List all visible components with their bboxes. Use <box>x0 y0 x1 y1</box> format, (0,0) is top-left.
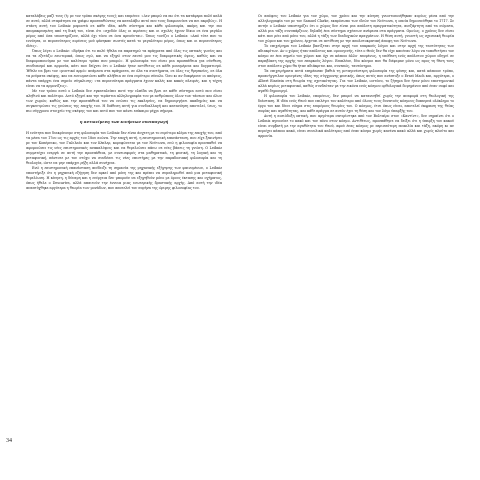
left-text-column <box>26 14 222 192</box>
body-paragraph: Οι απόψεις του Leibniz για τον χώρο, τον χρόνο και την κίνηση γνωστοποιήθηκαν κυρίως μέσα από την αλληλογραφία του με τον Samuel Clarke, εκπρόσωπο των ιδεών του Νεύτωνα, η οποία δημοσιεύθηκε το 1717. Σε αυτήν ο Leibniz υποστηρίζει ότι ο χώρος δεν είναι μια απόλυτη πραγματικότητα, ανεξάρτητη από τα σώματα, αλλά μια τάξη συνυπάρξεων, δηλαδή ένα σύστημα σχέσεων ανάμεσα στα πράγματα. Ομοίως, ο χρόνος δεν είναι κάτι που ρέει από μόνο του, αλλά η τάξη των διαδοχικών πραγμάτων. Η θέση αυτή, γνωστή ως σχεσιακή θεωρία του χώρου και του χρόνου, έρχεται σε αντίθεση με την απολυτοκρατική άποψη του Νεύτωνα. <box>258 14 454 44</box>
body-paragraph: Αυτή η αισιόδοξη οπτική, που αργότερα σατιρίστηκε από τον Βολταίρο στον «Καντίντ», δεν σημαίνει ότι ο Leibniz αγνοούσε το κακό και τον πόνο στον κόσμο. Αντιθέτως, προσπάθησε να δείξει ότι η ύπαρξη του κακού είναι συμβατή με την αγαθότητα του Θεού, αφού ένας κόσμος με περισσότερη ποικιλία και τάξη, ακόμη κι αν περιέχει κάποιο κακό, είναι συνολικά καλύτερος από έναν κόσμο χωρίς κανένα κακό αλλά και χωρίς πλούτο και αρμονία. <box>258 114 454 139</box>
body-paragraph: Το επιχείρημα του Leibniz βασίζεται στην αρχή του επαρκούς λόγου και στην αρχή της ταυτότητας των αδιακρίτων. Αν ο χώρος ήταν απόλυτος και ομοιογενής, τότε ο Θεός δεν θα είχε κανέναν λόγο να τοποθετήσει τον κόσμο σε ένα σημείο του χώρου και όχι σε κάποιο άλλο· επομένως, η υπόθεση ενός απόλυτου χώρου οδηγεί σε παραβίαση της αρχής του επαρκούς λόγου. Επιπλέον, δύο κόσμοι που θα διέφεραν μόνο ως προς τη θέση τους στον απόλυτο χώρο θα ήταν αδιάκριτοι και, συνεπώς, ταυτόσημοι. <box>258 44 454 69</box>
body-paragraph: Με τον τρόπο αυτό ο Leibniz δεν εγκαταλείπει ποτέ την ελπίδα να βρει σε κάθε σύστημα αυτό που είναι αληθινό και πολύτιμο. Αυτό εξηγεί και την τεράστια αλληλογραφία του με ανθρώπους όλων των τάσεων και όλων των χωρών, καθώς και την προσπάθειά του να ενώσει τις εκκλησίες, να δημιουργήσει ακαδημίες και να συγκεντρώσει τις γνώσεις της εποχής του. Η διάθεση αυτή για συνδιαλλαγή και κατανόηση αποτελεί, ίσως, το πιο σύγχρονο στοιχείο της σκέψης του και αυτό που τον κάνει επίκαιρο μέχρι σήμερα. <box>26 89 222 114</box>
page-number: 34 <box>6 438 12 444</box>
body-paragraph: Όπως λέγει ο Leibniz: «Βρήκα ότι το πολύ ήθελα να παρατηρώ τα πράγματα από όλες τις οπτικές γωνίες και να τα εξετάζω εσωτερικά, όπως εγώ, και να εξηγώ στον εαυτό μου τις διαφορετικές όψεις, καθώς και να διαφοροποιούμαι με τον καλύτερο τρόπο που μπορώ». Η φιλοσοφία του είναι μια προσπάθεια για σύνθεση, συνδυασμό και αρμονία, κάτι που δείχνει ότι ο Leibniz ήταν αντίθετος σε κάθε μονομέρεια και δογματισμό. Ήθελε να βρει τον «μυστικό αρμό» ανάμεσα στα πράγματα, σε όλα τα συστήματα, σε όλες τις θρησκείες, σε όλα τα ρεύματα σκέψης, και να ενσωματώσει κάθε αλήθεια σε ένα ευρύτερο σύνολο. Όσο κι αν διαφέρουν οι απόψεις, πάντα υπάρχει ένα σημείο σύγκλισης: «τα περισσότερα πράγματα έχουν καλές και κακές πλευρές, και η τέχνη είναι να τα αρμονίζεις». <box>26 49 222 89</box>
right-text-column <box>258 14 454 139</box>
body-paragraph: Η φιλοσοφία του Leibniz, επομένως, δεν μπορεί να κατανοηθεί χωρίς την αναφορά στη θεολογική της διάσταση. Η ιδέα ενός Θεού που επιλέγει τον καλύτερο από όλους τους δυνατούς κόσμους διαπερνά ολόκληρο το έργο του και δίνει νόημα στις επιμέρους θεωρίες του. Ο κόσμος, έτσι όπως είναι, αποτελεί έκφραση της θείας σοφίας και αγαθότητας, και κάθε πράγμα σε αυτόν έχει τη θέση και τον λόγο ύπαρξής του. <box>258 94 454 114</box>
body-paragraph: Τα επιχειρήματα αυτά επηρέασαν βαθιά τη μεταγενέστερη φιλοσοφία της φύσης και, κατά κάποιον τρόπο, προανήγγειλαν ορισμένες ιδέες της σύγχρονης φυσικής, όπως αυτές που ανέπτυξε ο Ernst Mach και, αργότερα, ο Albert Einstein στη θεωρία της σχετικότητας. Για τον Leibniz, ωστόσο, το ζήτημα δεν ήταν μόνο επιστημονικό αλλά κυρίως μεταφυσικό, καθώς συνδεόταν με την εικόνα ενός κόσμου ορθολογικά δομημένου από έναν σοφό και αγαθό δημιουργό. <box>258 69 454 94</box>
section-heading: η αντικείμενη των κινήσεων συνεπαγωγή <box>79 120 169 125</box>
body-paragraph: καταλάβεις μαζί τους (ή: με τον τρόπο σκέψης τους); και επιμένει: «Δεν μπορώ να πω ότι τα κατάφερα πολύ καλά σε αυτό, αλλά σταμάτησα να γράφω προσπαθώντας να καταλάβω αυτό που τους διαφωνούσε να πει ακριβώς». Η στάση αυτή του Leibniz μπροστά σε κάθε ιδέα, κάθε σύστημα και κάθε φιλοσοφία, ακόμη και την πιο απομακρυσμένη από τη δική του, είναι ότι «σχεδόν όλες οι αιρέσεις και οι σχολές έχουν δίκιο σε ένα μεγάλο μέρος από όσα υποστηρίζουν, αλλά όχι τόσο σε όσα αρνούνται». Όπως τονίζει ο Leibniz: «Από τότε που το εννόησα, οι περισσότερες αιρέσεις μού φάνηκαν σωστές κατά το μεγαλύτερο μέρος, όπως και οι περισσότερες ιδέες». <box>26 14 222 49</box>
body-paragraph: Η ενότητα που διακρίνουμε στη φιλοσοφία του Leibniz δεν είναι άσχετη με το ευρύτερο κλίμα της εποχής του, από τα μέσα του 17ου ως τις αρχές του 18ου αιώνα. Την εποχή αυτή, η επιστημονική επανάσταση, που είχε ξεκινήσει με τον Κοπέρνικο, τον Γαλιλαίο και τον Κέπλερ, κορυφώνεται με τον Νεύτωνα, ενώ η φιλοσοφία προσπαθεί να αφομοιώσει τις νέες επιστημονικές ανακαλύψεις και να θεμελιώσει πάνω σε νέες βάσεις τη γνώση. Ο Leibniz συμμετέχει ενεργά σε αυτή την προσπάθεια, με συνεισφορές στα μαθηματικά, τη φυσική, τη λογική και τη μεταφυσική, πάντοτε με τον στόχο να συνδέσει τις νέες επιστήμες με την παραδοσιακή φιλοσοφία και τη θεολογία, ώστε να μην υπάρχει ρήξη αλλά συνέχεια. <box>26 131 222 166</box>
body-paragraph: Ενώ η επιστημονική επανάσταση ανέδειξε τη σημασία της μηχανικής εξήγησης των φαινομένων, ο Leibniz υποστήριξε ότι η μηχανική εξήγηση δεν αρκεί από μόνη της και πρέπει να συμπληρωθεί από μια μεταφυσική θεμελίωση. Η κίνηση, η δύναμη και η ενέργεια δεν μπορούν να εξηγηθούν μόνο με όρους έκτασης και σχήματος, όπως ήθελε ο Descartes, αλλά απαιτούν την έννοια μιας εσωτερικής δραστικής αρχής. Από αυτή την ιδέα αναπτύχθηκε αργότερα η θεωρία των μονάδων, που αποτελεί τον πυρήνα της ώριμης φιλοσοφίας του. <box>26 166 222 191</box>
